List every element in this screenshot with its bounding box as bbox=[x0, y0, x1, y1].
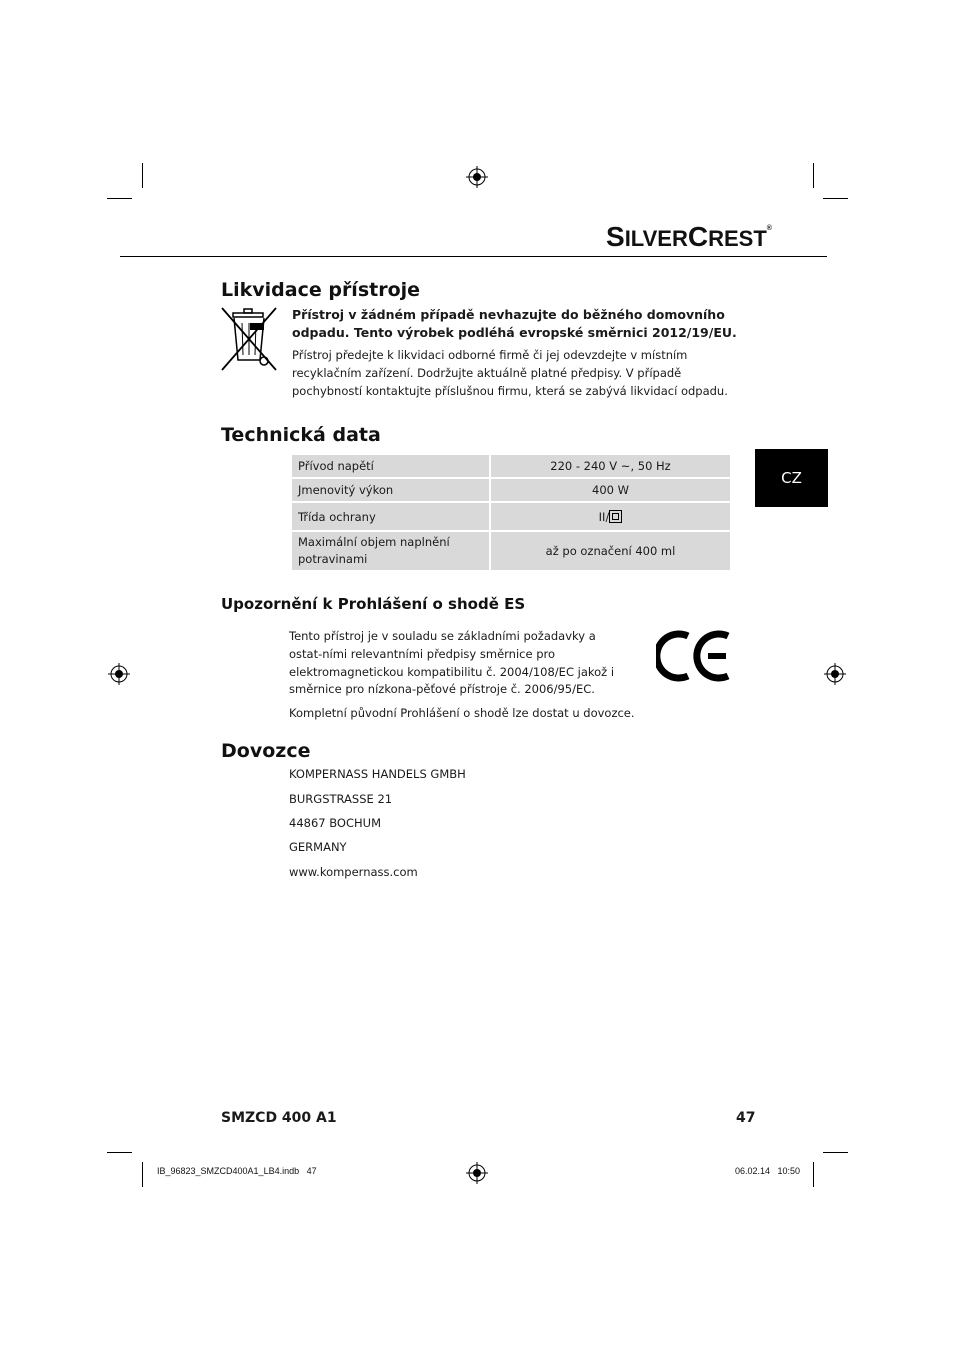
spec-value: 400 W bbox=[490, 478, 731, 502]
conformity-text: Tento přístroj je v souladu se základními požadavky a ostat-ními relevantními předpisy směrnice pro elektromagnetickou kompatibilitu č. 2004/108/EC jakož i směrnice pro nízkona-pěťové přístroje č. 2006/95/EC. bbox=[289, 629, 615, 697]
header-rule bbox=[120, 256, 827, 257]
table-row bbox=[291, 531, 731, 571]
registration-mark-icon bbox=[466, 1162, 488, 1184]
table-row bbox=[291, 454, 731, 478]
ce-mark-icon bbox=[656, 630, 732, 682]
disposal-title: Likvidace přístroje bbox=[221, 279, 421, 301]
registration-mark-icon bbox=[466, 166, 488, 188]
crop-mark bbox=[107, 1152, 132, 1153]
registration-mark-icon bbox=[824, 663, 846, 685]
crop-mark bbox=[813, 163, 814, 188]
spec-value: II/ bbox=[598, 509, 610, 524]
registration-mark-icon bbox=[108, 663, 130, 685]
crop-mark bbox=[142, 1162, 143, 1187]
silvercrest-logo: SILVERCREST® bbox=[606, 221, 772, 252]
protection-class-ii-icon bbox=[609, 510, 622, 523]
page-number: 47 bbox=[736, 1110, 756, 1126]
crop-mark bbox=[107, 198, 132, 199]
importer-line: 44867 BOCHUM bbox=[289, 816, 381, 830]
spec-label: Maximální objem naplnění potravinami bbox=[291, 531, 490, 571]
spec-label: Přívod napětí bbox=[291, 454, 490, 478]
spec-label: Třída ochrany bbox=[291, 502, 490, 531]
spec-label: Jmenovitý výkon bbox=[291, 478, 490, 502]
technical-title: Technická data bbox=[221, 424, 381, 446]
table-row bbox=[291, 478, 731, 502]
spec-table bbox=[290, 453, 732, 572]
table-row bbox=[291, 502, 731, 531]
spec-value: 220 - 240 V ~, 50 Hz bbox=[490, 454, 731, 478]
crop-mark bbox=[813, 1162, 814, 1187]
spec-value: až po označení 400 ml bbox=[490, 531, 731, 571]
slug-right: 06.02.14 10:50 bbox=[735, 1166, 801, 1176]
importer-line: KOMPERNASS HANDELS GMBH bbox=[289, 767, 466, 781]
importer-line: GERMANY bbox=[289, 840, 347, 854]
importer-line: BURGSTRASSE 21 bbox=[289, 792, 393, 806]
importer-website: www.kompernass.com bbox=[289, 865, 418, 879]
slug-left: IB_96823_SMZCD400A1_LB4.indb 47 bbox=[157, 1166, 317, 1176]
importer-title: Dovozce bbox=[221, 740, 311, 762]
disposal-warning: Přístroj v žádném případě nevhazujte do běžného domovního odpadu. Tento výrobek podléhá evropské směrnici 2012/19/EU. bbox=[292, 307, 737, 340]
crossed-bin-icon bbox=[220, 305, 278, 373]
language-tab: CZ bbox=[755, 449, 828, 507]
spec-value-cell bbox=[490, 502, 731, 531]
disposal-text: Přístroj předejte k likvidaci odborné firmě či jej odevzdejte v místním recyklačním zařízení. Dodržujte aktuálně platné předpisy. V případě pochybností kontaktujte příslušnou firmu, která se zabývá likvidací odpadu. bbox=[292, 348, 728, 398]
crop-mark bbox=[823, 198, 848, 199]
crop-mark bbox=[823, 1152, 848, 1153]
conformity-text-2: Kompletní původní Prohlášení o shodě lze dostat u dovozce. bbox=[289, 706, 635, 720]
conformity-title: Upozornění k Prohlášení o shodě ES bbox=[221, 595, 526, 613]
footer-model: SMZCD 400 A1 bbox=[221, 1110, 337, 1126]
crop-mark bbox=[142, 163, 143, 188]
